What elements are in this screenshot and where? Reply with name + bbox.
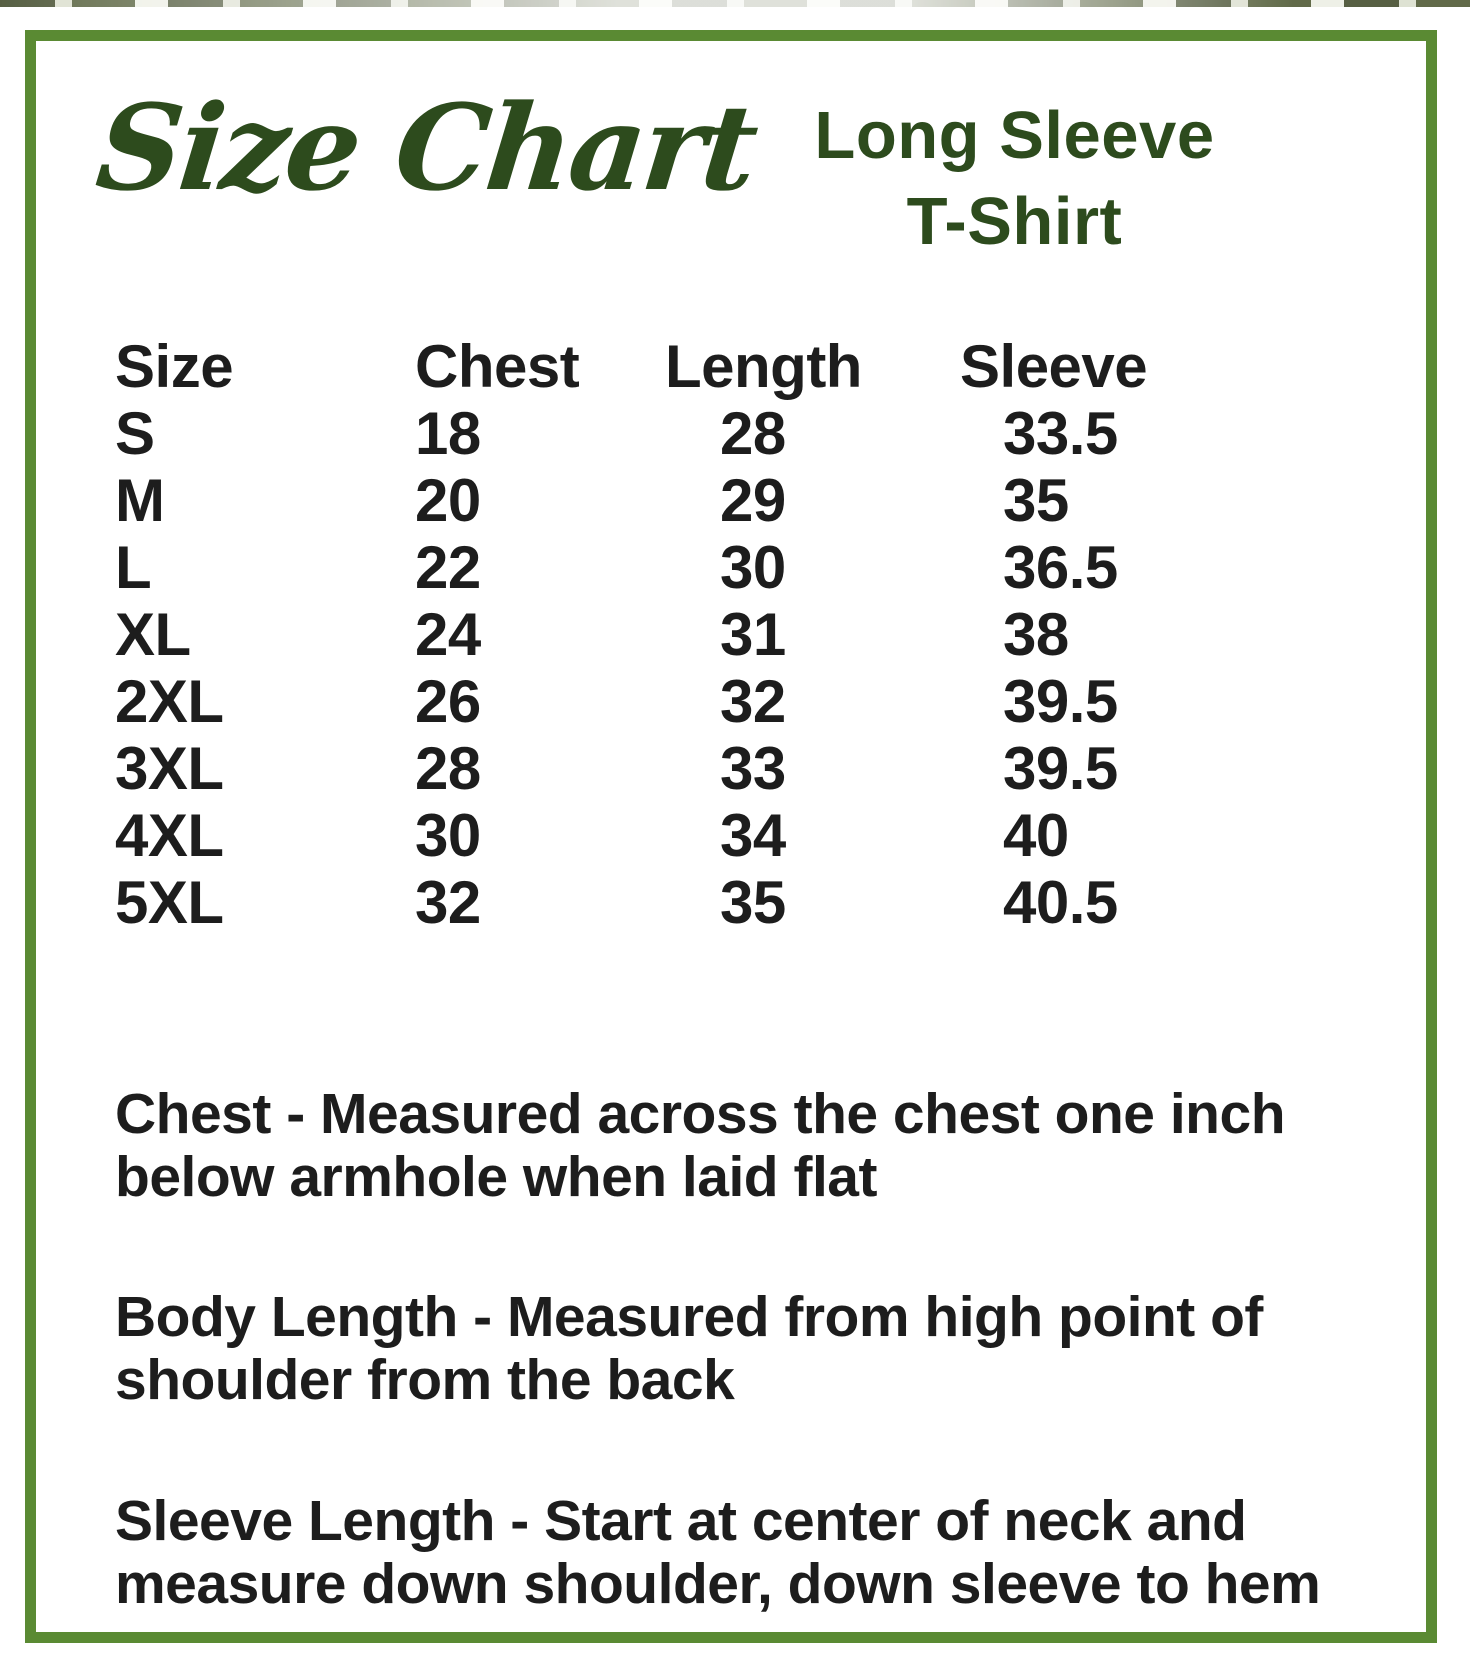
chest-cell: 20 — [415, 467, 481, 534]
size-table — [115, 333, 1190, 936]
size-cell: L — [115, 534, 152, 601]
length-cell: 33 — [720, 735, 786, 802]
top-edge-artifact — [0, 0, 1470, 7]
length-cell: 28 — [720, 400, 786, 467]
chest-cell: 22 — [415, 534, 481, 601]
length-cell: 35 — [720, 869, 786, 936]
chest-cell: 30 — [415, 802, 481, 869]
length-cell: 29 — [720, 467, 786, 534]
note-sleeve-length: Sleeve Length - Start at center of neck and measure down shoulder, down sleeve to hem — [115, 1489, 1321, 1616]
size-cell: M — [115, 467, 165, 534]
chest-cell: 28 — [415, 735, 481, 802]
product-name-line2: T-Shirt — [906, 184, 1123, 259]
sleeve-cell: 39.5 — [1003, 668, 1118, 735]
size-cell: S — [115, 400, 155, 467]
size-cell: 4XL — [115, 802, 224, 869]
note-chest: Chest - Measured across the chest one inch below armhole when laid flat — [115, 1082, 1286, 1209]
length-cell: 31 — [720, 601, 786, 668]
column-header-sleeve: Sleeve — [960, 333, 1148, 400]
column-header-length: Length — [665, 333, 862, 400]
product-name-line1: Long Sleeve — [814, 98, 1215, 173]
sleeve-cell: 39.5 — [1003, 735, 1118, 802]
sleeve-cell: 35 — [1003, 467, 1069, 534]
column-header-size: Size — [115, 333, 234, 400]
size-cell: 2XL — [115, 668, 224, 735]
sleeve-cell: 40 — [1003, 802, 1069, 869]
size-cell: 3XL — [115, 735, 224, 802]
length-cell: 30 — [720, 534, 786, 601]
chest-cell: 32 — [415, 869, 481, 936]
note-body-length: Body Length - Measured from high point of shoulder from the back — [115, 1285, 1263, 1412]
sleeve-cell: 36.5 — [1003, 534, 1118, 601]
size-cell: 5XL — [115, 869, 224, 936]
sleeve-cell: 38 — [1003, 601, 1069, 668]
sleeve-cell: 40.5 — [1003, 869, 1118, 936]
chest-cell: 24 — [415, 601, 481, 668]
length-cell: 32 — [720, 668, 786, 735]
product-name — [762, 93, 1267, 265]
chest-cell: 26 — [415, 668, 481, 735]
page-title: Size Chart — [90, 78, 762, 217]
chest-cell: 18 — [415, 400, 481, 467]
length-cell: 34 — [720, 802, 786, 869]
column-header-chest: Chest — [415, 333, 580, 400]
green-border-frame — [25, 30, 1437, 1643]
size-cell: XL — [115, 601, 191, 668]
sleeve-cell: 33.5 — [1003, 400, 1118, 467]
